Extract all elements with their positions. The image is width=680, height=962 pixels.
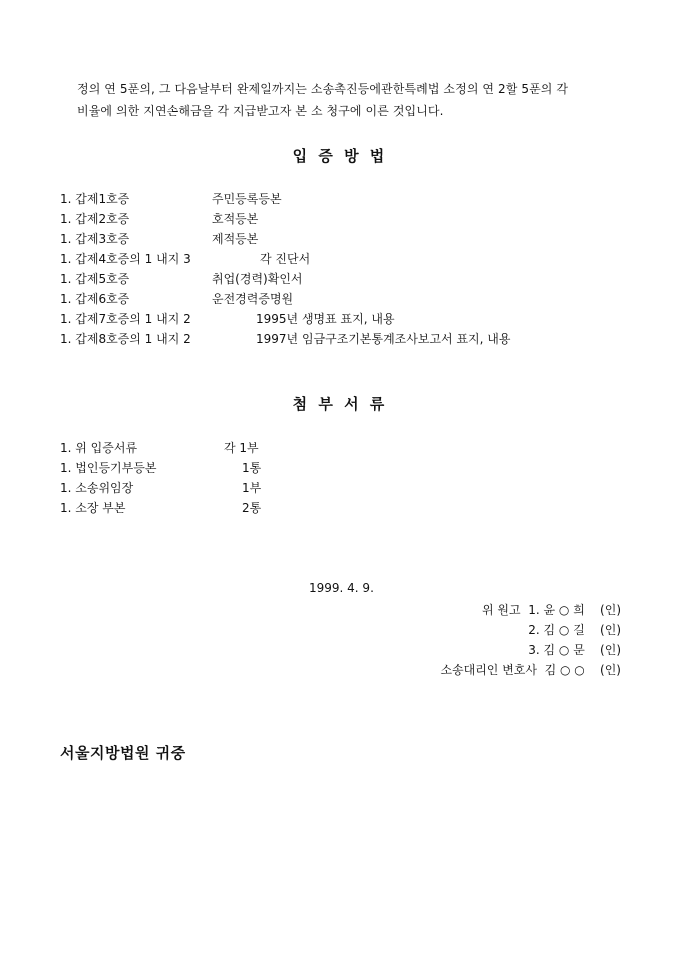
evidence-label: 1. 갑제8호증의 1 내지 2 <box>60 332 191 346</box>
signature-line-1: 위 원고 1. 윤 ○ 희 (인) <box>482 603 621 617</box>
attachment-value: 각 1부 <box>224 441 259 455</box>
evidence-section-title: 입 증 방 법 <box>292 147 388 165</box>
attachment-value: 1통 <box>242 461 262 475</box>
evidence-value: 주민등록등본 <box>212 192 282 206</box>
evidence-label: 1. 갑제2호증 <box>60 212 130 226</box>
intro-line-2: 비율에 의한 지연손해금을 각 지급받고자 본 소 청구에 이른 것입니다. <box>77 104 444 118</box>
attachment-value: 2통 <box>242 501 262 515</box>
evidence-label: 1. 갑제6호증 <box>60 292 130 306</box>
attachments-section-title: 첨 부 서 류 <box>292 395 388 413</box>
signature-line-3: 3. 김 ○ 문 (인) <box>528 643 621 657</box>
evidence-value: 각 진단서 <box>260 252 311 266</box>
evidence-value: 취업(경력)확인서 <box>212 272 303 286</box>
attachment-label: 1. 소장 부본 <box>60 501 126 515</box>
evidence-label: 1. 갑제7호증의 1 내지 2 <box>60 312 191 326</box>
attachment-value: 1부 <box>242 481 262 495</box>
court-addressee: 서울지방법원 귀중 <box>60 744 186 762</box>
evidence-label: 1. 갑제3호증 <box>60 232 130 246</box>
evidence-label: 1. 갑제1호증 <box>60 192 130 206</box>
evidence-label: 1. 갑제5호증 <box>60 272 130 286</box>
attachment-label: 1. 소송위임장 <box>60 481 134 495</box>
attachment-label: 1. 위 입증서류 <box>60 441 138 455</box>
evidence-value: 호적등본 <box>212 212 259 226</box>
evidence-value: 1995년 생명표 표지, 내용 <box>256 312 395 326</box>
evidence-value: 1997년 임금구조기본통계조사보고서 표지, 내용 <box>256 332 511 346</box>
attachment-label: 1. 법인등기부등본 <box>60 461 157 475</box>
intro-line-1: 정의 연 5푼의, 그 다음날부터 완제일까지는 소송촉진등에관한특례법 소정의 연 2할 5푼의 각 <box>77 82 569 96</box>
evidence-value: 운전경력증명원 <box>212 292 294 306</box>
evidence-value: 제적등본 <box>212 232 259 246</box>
filing-date: 1999. 4. 9. <box>309 581 374 595</box>
signature-line-4: 소송대리인 변호사 김 ○ ○ (인) <box>440 663 621 677</box>
signature-line-2: 2. 김 ○ 길 (인) <box>528 623 621 637</box>
evidence-label: 1. 갑제4호증의 1 내지 3 <box>60 252 191 266</box>
